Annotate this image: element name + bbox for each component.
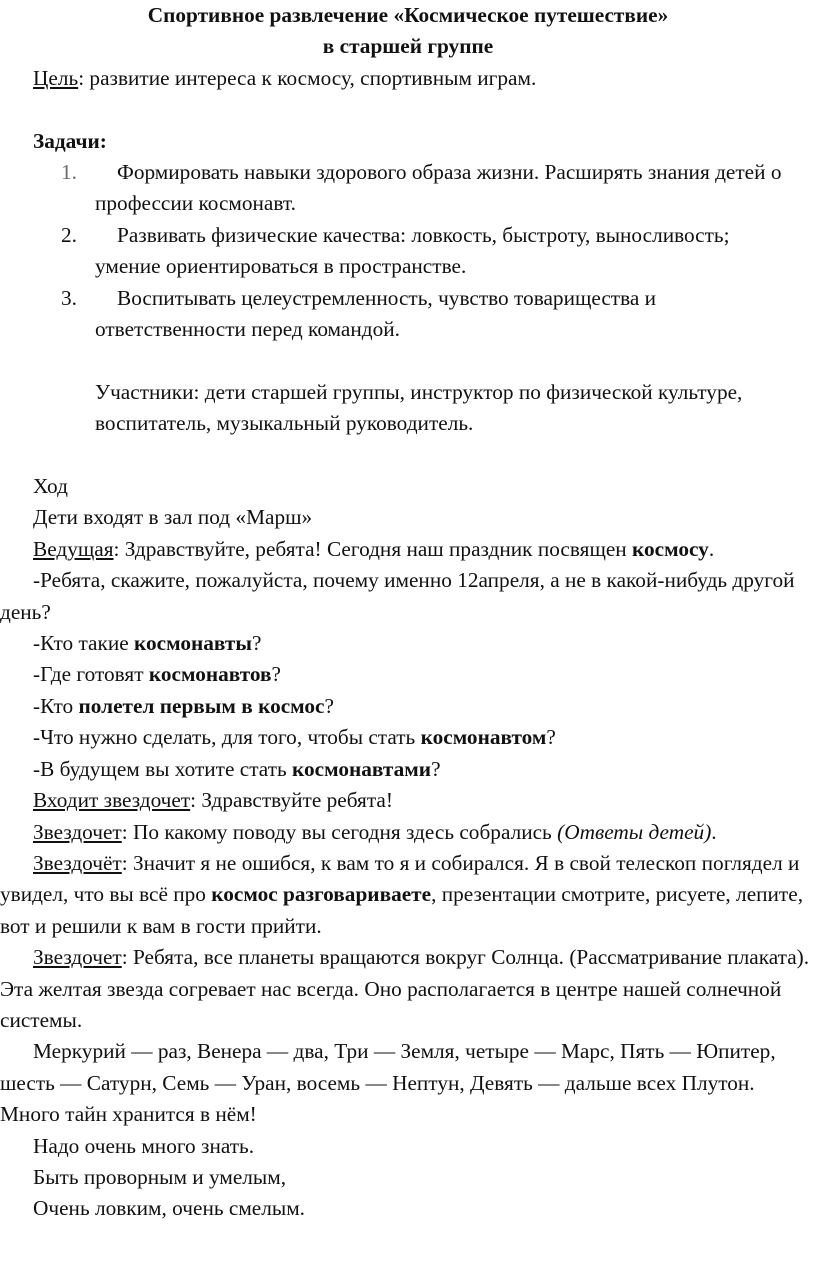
speaker-label: Входит звездочет <box>33 788 191 813</box>
speaker-label: Звездочет <box>33 945 122 970</box>
document-title <box>0 0 816 63</box>
task-item <box>0 220 816 283</box>
enter-line: Дети входят в зал под «Марш» <box>33 505 313 530</box>
q-post: ? <box>546 725 556 750</box>
poem-line: Надо очень много знать. <box>33 1133 255 1158</box>
task-text: Формировать навыки здорового образа жизни. Расширять знания детей о профессии космонавт. <box>95 160 782 216</box>
question-line <box>0 659 816 690</box>
question-line <box>0 691 816 722</box>
tasks-heading: Задачи: <box>33 128 107 153</box>
stargazer-line <box>0 817 816 848</box>
q-pre: -Что нужно сделать, для того, чтобы стать <box>33 725 421 750</box>
task-text: Развивать физические качества: ловкость, быстроту, выносливость; умение ориентироваться в пространстве. <box>95 222 730 279</box>
q-post: ? <box>324 693 334 718</box>
q-post: ? <box>271 662 281 687</box>
line-italic: (Ответы детей) <box>557 819 712 844</box>
task-item <box>0 283 816 346</box>
poem-line: Быть проворным и умелым, <box>33 1164 287 1189</box>
spacer <box>0 94 816 125</box>
question-line <box>0 754 816 785</box>
q-pre: -Кто такие <box>33 631 135 656</box>
host-end: . <box>708 536 715 561</box>
line-end: . <box>711 819 717 844</box>
q-bold: полетел первым в космос <box>78 693 325 718</box>
speaker-label: Звездочет <box>33 819 122 844</box>
q-bold: космонавты <box>134 631 252 656</box>
q-pre: -В будущем вы хотите стать <box>33 756 293 781</box>
task-item <box>0 157 816 220</box>
goal-label: Цель <box>33 65 79 90</box>
q-bold: космонавтом <box>420 725 547 750</box>
spacer <box>0 345 816 376</box>
question-line <box>0 722 816 753</box>
task-number: 1. <box>61 160 77 185</box>
line-text: : Здравствуйте ребята! <box>190 788 393 813</box>
task-text: Воспитывать целеустремленность, чувство товарищества и ответственности перед командой. <box>95 285 657 342</box>
q-bold: космонавтами <box>292 756 432 781</box>
line-text: : Ребята, все планеты вращаются вокруг Солнца. (Рассматривание плаката). Эта желтая звезда согревает нас всегда. Оно располагается в центре нашей солнечной системы. <box>0 945 810 1032</box>
goal-text: : развитие интереса к космосу, спортивным играм. <box>78 65 537 90</box>
stargazer-line <box>0 942 816 1036</box>
line-end: , презентации смотрите, рисуете, лепите, вот и решили к вам в гости прийти. <box>0 882 804 938</box>
speaker-label: Звездочёт <box>33 850 122 875</box>
title-line-2: в старшей группе <box>322 34 494 59</box>
q-pre: -Где готовят <box>33 662 149 687</box>
question-line: -Ребята, скажите, пожалуйста, почему именно 12апреля, а не в какой-нибудь другой день? <box>0 568 795 624</box>
line-text: : Значит я не ошибся, к вам то я и собирался. Я в свой телескоп поглядел и увидел, что вы всё про <box>0 850 800 907</box>
task-number: 3. <box>61 285 77 310</box>
speaker-label: Ведущая <box>33 536 114 561</box>
line-text: : По какому поводу вы сегодня здесь собрались <box>121 819 558 844</box>
participants-paragraph: Участники: дети старшей группы, инструктор по физической культуре, воспитатель, музыкальный руководитель. <box>95 379 743 436</box>
line-bold: космос разговариваете <box>211 882 432 907</box>
q-bold: космонавтов <box>148 662 272 687</box>
task-number: 2. <box>61 222 77 247</box>
stargazer-enters-line <box>0 785 816 816</box>
stargazer-line <box>0 848 816 942</box>
q-post: ? <box>431 756 441 781</box>
question-line <box>0 628 816 659</box>
planets-paragraph: Меркурий — раз, Венера — два, Три — Земля, четыре — Марс, Пять — Юпитер, шесть — Сатурн, Семь — Уран, восемь — Нептун, Девять — дальше всех Плутон. Много тайн хранится в нём! <box>0 1039 776 1127</box>
host-line <box>0 534 816 565</box>
course-heading: Ход <box>33 474 68 499</box>
title-line-1: Спортивное развлечение «Космическое путешествие» <box>147 3 669 27</box>
goal-paragraph <box>0 63 816 94</box>
poem-line: Очень ловким, очень смелым. <box>33 1196 305 1221</box>
spacer <box>0 440 816 471</box>
host-text: : Здравствуйте, ребята! Сегодня наш праздник посвящен <box>113 536 633 561</box>
host-bold: космосу <box>632 536 709 561</box>
q-post: ? <box>251 631 262 656</box>
q-pre: -Кто <box>33 693 79 718</box>
